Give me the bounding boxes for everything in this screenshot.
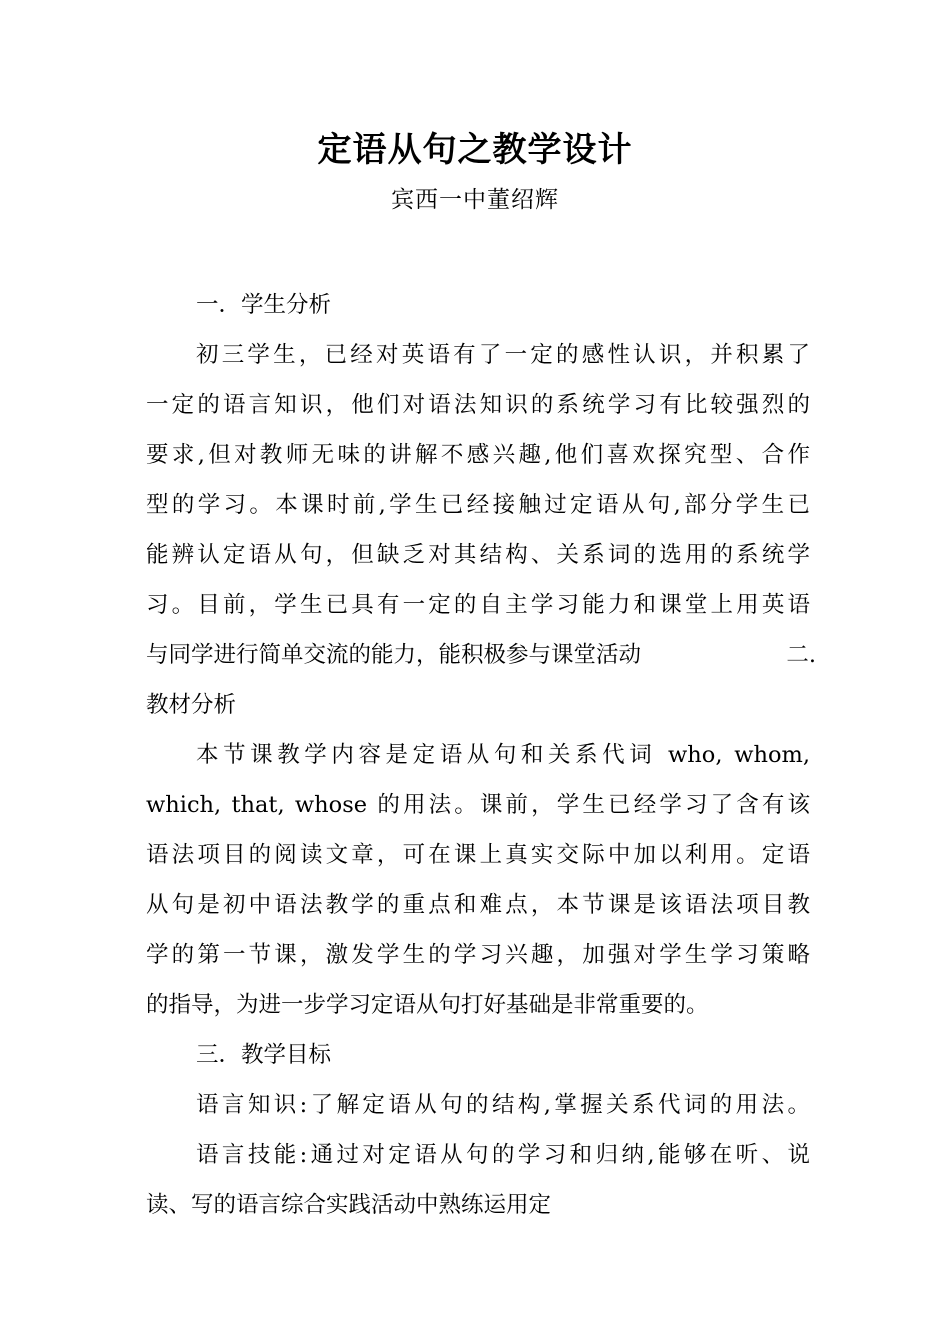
document-body	[146, 280, 816, 1230]
paragraph-line: 读、写的语言综合实践活动中熟练运用定	[146, 1192, 552, 1218]
paragraph-line: 型的学习。本课时前,学生已经接触过定语从句,部分学生已	[146, 492, 810, 518]
section-heading-teaching-goals: 三．教学目标	[196, 1042, 332, 1068]
paragraph-line: 与同学进行简单交流的能力，能积极参与课堂活动	[146, 642, 642, 668]
section-heading-number: 二.	[786, 642, 816, 668]
paragraph-line: 习。目前，学生已具有一定的自主学习能力和课堂上用英语	[146, 592, 810, 618]
paragraph-line-with-heading	[146, 630, 816, 680]
paragraph-line: 学的第一节课，激发学生的学习兴趣，加强对学生学习策略	[146, 942, 810, 968]
paragraph-line: 语言技能:通过对定语从句的学习和归纳,能够在听、说	[196, 1142, 810, 1168]
section-heading-textbook-analysis: 教材分析	[146, 692, 237, 718]
paragraph-line: 初三学生，已经对英语有了一定的感性认识，并积累了	[196, 342, 810, 368]
document-title: 定语从句之教学设计	[317, 130, 633, 170]
paragraph-line: which, that, whose 的用法。课前，学生已经学习了含有该	[146, 792, 810, 818]
section-heading-student-analysis: 一．学生分析	[196, 292, 332, 318]
paragraph-line: 一定的语言知识，他们对语法知识的系统学习有比较强烈的	[146, 392, 810, 418]
paragraph-line: 从句是初中语法教学的重点和难点，本节课是该语法项目教	[146, 892, 810, 918]
paragraph-line: 语法项目的阅读文章，可在课上真实交际中加以利用。定语	[146, 842, 810, 868]
paragraph-line: 的指导，为进一步学习定语从句打好基础是非常重要的。	[146, 992, 709, 1018]
paragraph-line: 语言知识:了解定语从句的结构,掌握关系代词的用法。	[196, 1092, 810, 1118]
paragraph-line: 要求,但对教师无味的讲解不感兴趣,他们喜欢探究型、合作	[146, 442, 810, 468]
paragraph-line: 能辨认定语从句，但缺乏对其结构、关系词的选用的系统学	[146, 542, 810, 568]
document-author: 宾西一中董绍辉	[391, 187, 559, 213]
paragraph-line: 本节课教学内容是定语从句和关系代词 who, whom,	[196, 742, 810, 768]
